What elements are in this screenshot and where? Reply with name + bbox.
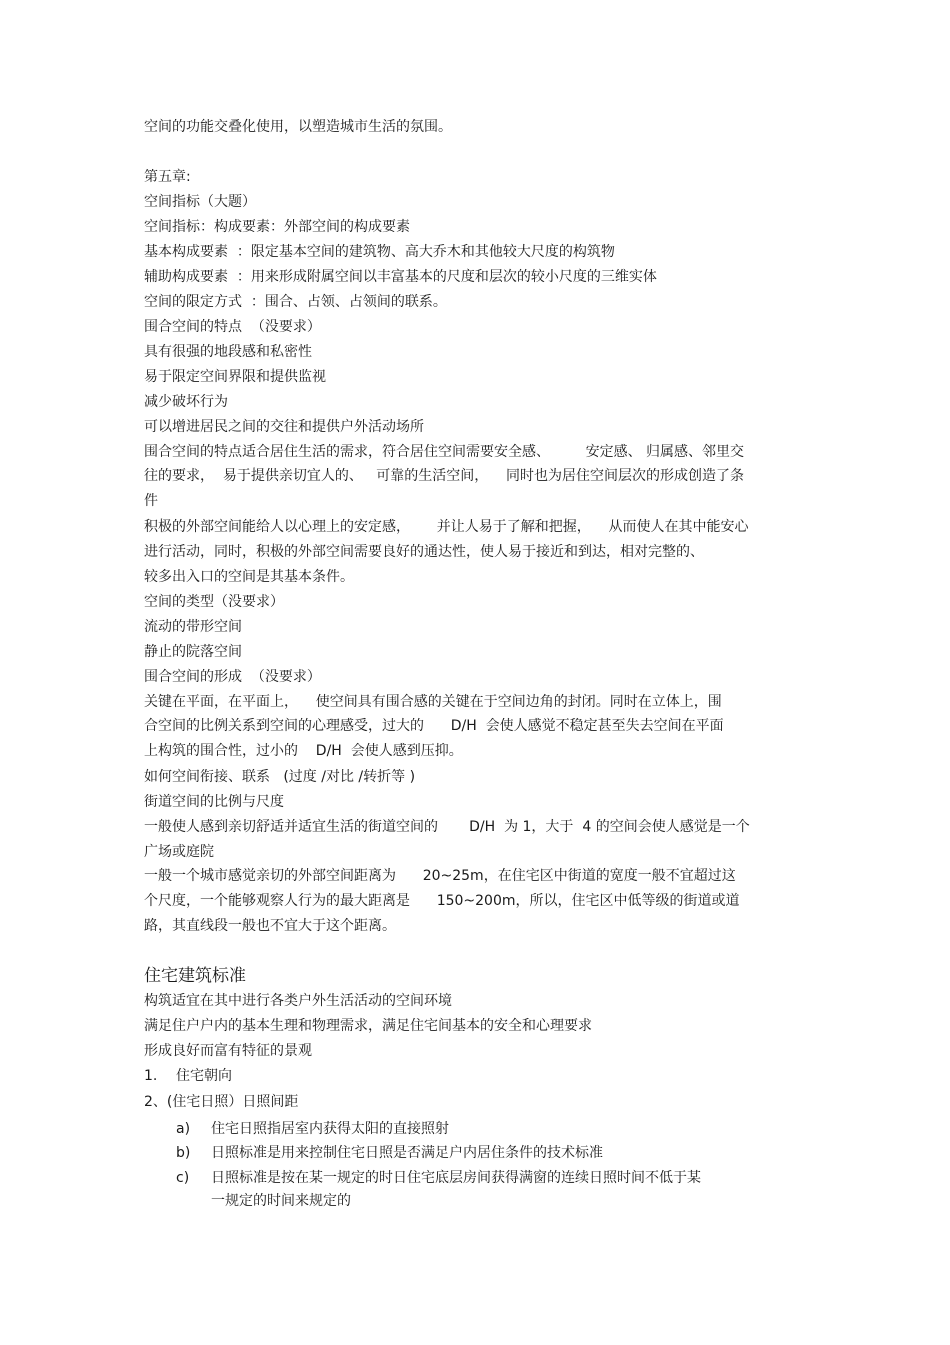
paragraph-line: 一般使人感到亲切舒适并适宜生活的街道空间的 D/H 为 1，大于 4 的空间会使人感觉是一个 (144, 819, 750, 835)
paragraph-line: 流动的带形空间 (144, 619, 242, 635)
paragraph-line: 辅助构成要素 ：用来形成附属空间以丰富基本的尺度和层次的较小尺度的三维实体 (144, 269, 657, 285)
paragraph-line: 合空间的比例关系到空间的心理感受，过大的 D/H 会使人感觉不稳定甚至失去空间在平面 (144, 718, 724, 734)
section-title: 住宅建筑标准 (144, 966, 246, 986)
paragraph-line: 具有很强的地段感和私密性 (144, 344, 312, 360)
list-item: 2、(住宅日照）日照间距 (144, 1094, 299, 1110)
paragraph-line: 围合空间的特点适合居住生活的需求，符合居住空间需要安全感、 安定感、 归属感、邻里交 (144, 444, 745, 460)
paragraph-line: 形成良好而富有特征的景观 (144, 1043, 312, 1059)
paragraph-line: 空间的功能交叠化使用，以塑造城市生活的氛围。 (144, 119, 452, 135)
sub-list-marker: a) (176, 1121, 191, 1137)
paragraph-line: 基本构成要素 ：限定基本空间的建筑物、高大乔木和其他较大尺度的构筑物 (144, 244, 615, 260)
paragraph-line: 围合空间的形成 （没要求） (144, 669, 321, 685)
chapter-heading: 第五章: (144, 169, 191, 185)
paragraph-line: 街道空间的比例与尺度 (144, 794, 284, 810)
paragraph-line: 进行活动，同时，积极的外部空间需要良好的通达性，使人易于接近和到达，相对完整的、 (144, 544, 704, 560)
paragraph-line: 满足住户户内的基本生理和物理需求，满足住宅间基本的安全和心理要求 (144, 1018, 592, 1034)
list-item-number: 1. (144, 1068, 158, 1084)
sub-list-text: 日照标准是按在某一规定的时日住宅底层房间获得满窗的连续日照时间不低于某 (211, 1170, 701, 1186)
paragraph-line: 静止的院落空间 (144, 644, 242, 660)
paragraph-line: 空间指标（大题） (144, 194, 256, 210)
sub-list-text-continuation: 一规定的时间来规定的 (211, 1193, 351, 1209)
sub-list-text: 住宅日照指居室内获得太阳的直接照射 (211, 1121, 449, 1137)
paragraph-line: 构筑适宜在其中进行各类户外生活活动的空间环境 (144, 993, 452, 1009)
paragraph-line: 积极的外部空间能给人以心理上的安定感， 并让人易于了解和把握， 从而使人在其中能安心 (144, 519, 749, 535)
paragraph-line: 空间的类型（没要求） (144, 594, 284, 610)
list-item-text: 住宅朝向 (176, 1068, 232, 1084)
paragraph-line: 空间指标：构成要素：外部空间的构成要素 (144, 219, 410, 235)
paragraph-line: 易于限定空间界限和提供监视 (144, 369, 326, 385)
paragraph-line: 较多出入口的空间是其基本条件。 (144, 569, 354, 585)
paragraph-line: 广场或庭院 (144, 844, 214, 860)
paragraph-line: 上构筑的围合性，过小的 D/H 会使人感到压抑。 (144, 743, 463, 759)
paragraph-line: 往的要求， 易于提供亲切宜人的、 可靠的生活空间， 同时也为居住空间层次的形成创造了条 (144, 468, 745, 484)
paragraph-line: 件 (144, 493, 158, 509)
paragraph-line: 如何空间衔接、联系 (过度 /对比 /转折等 ) (144, 769, 416, 785)
paragraph-line: 可以增进居民之间的交往和提供户外活动场所 (144, 419, 424, 435)
paragraph-line: 一般一个城市感觉亲切的外部空间距离为 20~25m，在住宅区中街道的宽度一般不宜超过这 (144, 868, 736, 884)
paragraph-line: 围合空间的特点 （没要求） (144, 319, 321, 335)
paragraph-line: 关键在平面，在平面上， 使空间具有围合感的关键在于空间边角的封闭。同时在立体上，围 (144, 694, 722, 710)
sub-list-text: 日照标准是用来控制住宅日照是否满足户内居住条件的技术标准 (211, 1145, 603, 1161)
paragraph-line: 路，其直线段一般也不宜大于这个距离。 (144, 918, 396, 934)
paragraph-line: 减少破坏行为 (144, 394, 228, 410)
sub-list-marker: c) (176, 1170, 190, 1186)
paragraph-line: 空间的限定方式 ：围合、占领、占领间的联系。 (144, 294, 447, 310)
sub-list-marker: b) (176, 1145, 191, 1161)
paragraph-line: 个尺度，一个能够观察人行为的最大距离是 150~200m，所以，住宅区中低等级的街道或道 (144, 893, 740, 909)
